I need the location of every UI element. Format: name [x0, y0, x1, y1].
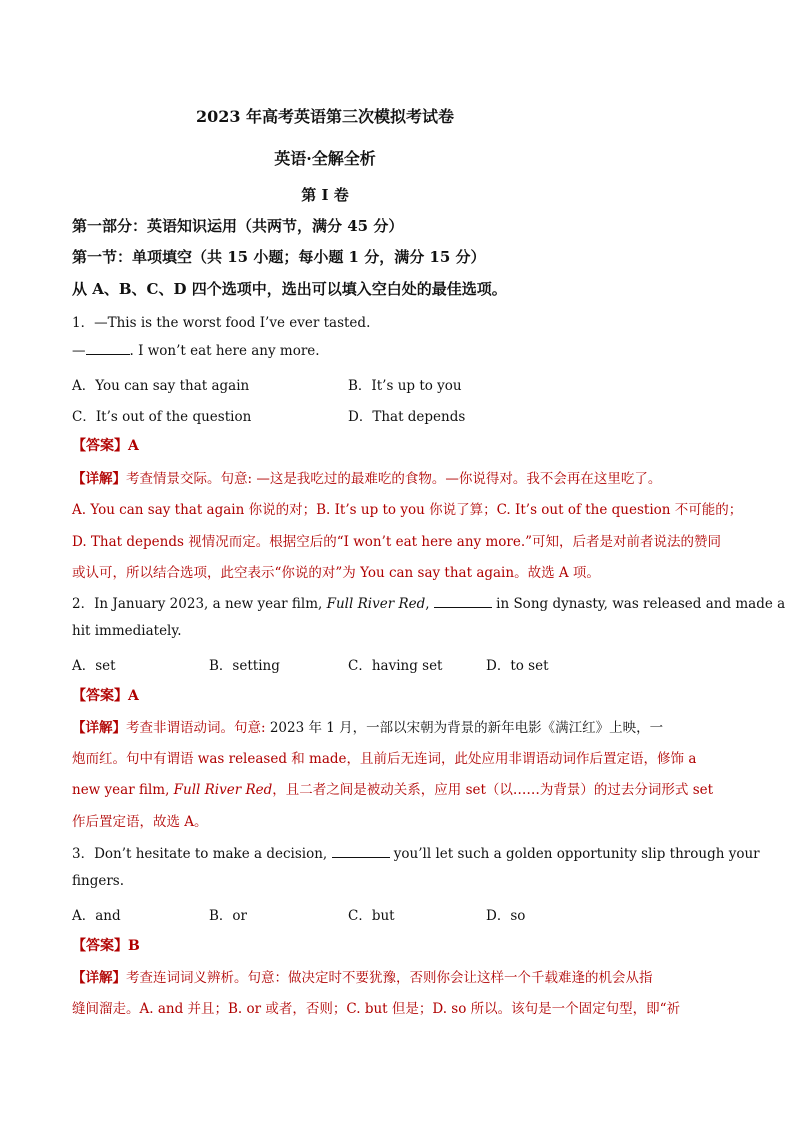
q1-answer: 【答案】A [72, 438, 139, 454]
q2-explanation-line2: 炮而红。句中有谓语 was released 和 made，且前后无连词，此处应用非谓语动词作后置定语，修饰 a [72, 751, 697, 767]
q2-explanation-film: Full River Red [173, 782, 273, 798]
q3-option-b: B．or [209, 908, 248, 924]
q2-film-title: Full River Red [326, 596, 426, 612]
q1-stem-line2 [72, 342, 320, 359]
q3-blank [332, 845, 390, 858]
q1-option-b: B．It’s up to you [348, 378, 462, 394]
q2-explanation-text3b: ，且二者之间是被动关系，应用 set（以……为背景）的过去分词形式 set [272, 782, 714, 798]
q2-option-a: A．set [72, 658, 116, 674]
q2-explanation-line3 [72, 778, 713, 798]
q1-dash: — [72, 343, 86, 359]
q2-explanation-text1b: 2023 年 1 月，一部以宋朝为背景的新年电影《满江红》上映，一 [269, 720, 664, 736]
q3-explanation-tag: 【详解】 [72, 970, 126, 986]
q2-option-c: C．having set [348, 658, 443, 674]
q3-stem-line1 [72, 842, 760, 862]
q3-option-c: C．but [348, 908, 395, 924]
q1-explanation-line4: 或认可，所以结合选项，此空表示“你说的对”为 You can say that again。故选 A 项。 [72, 565, 600, 581]
q1-explanation-line1 [72, 467, 661, 487]
q1-option-c: C．It’s out of the question [72, 409, 252, 425]
q2-explanation-text3a: new year film, [72, 782, 174, 798]
q2-option-d: D．to set [486, 658, 549, 674]
q2-comma: , [425, 596, 434, 612]
q1-stem-rest: . I won’t eat here any more. [129, 343, 320, 359]
q2-option-b: B．setting [209, 658, 280, 674]
q3-explanation-text1: 考查连词词义辨析。句意：做决定时不要犹豫，否则你会让这样一个千载难逢的机会从指 [126, 970, 653, 986]
volume-heading: 第 I 卷 [301, 186, 349, 204]
q2-stem-post: in Song dynasty, was released and made a [491, 596, 786, 612]
q3-option-a: A．and [72, 908, 121, 924]
q2-explanation-text1a: 考查非谓语动词。句意: [126, 720, 270, 736]
q2-explanation-line1 [72, 716, 663, 736]
exam-title: 2023 年高考英语第三次模拟考试卷 [195, 107, 455, 126]
q1-option-a: A．You can say that again [72, 378, 250, 394]
q1-option-d: D．That depends [348, 409, 466, 425]
instruction: 从 A、B、C、D 四个选项中，选出可以填入空白处的最佳选项。 [72, 280, 507, 298]
q1-explanation-text1: 考查情景交际。句意: —这是我吃过的最难吃的食物。—你说得对。我不会再在这里吃了。 [126, 471, 662, 487]
q1-stem-line1: 1．—This is the worst food I’ve ever tasted. [72, 315, 371, 331]
exam-subtitle: 英语·全解全析 [274, 149, 376, 168]
q2-stem-line1 [72, 592, 785, 612]
q3-stem-post: you’ll let such a golden opportunity slip through your [389, 846, 760, 862]
q2-answer: 【答案】A [72, 688, 139, 704]
q2-stem-line2: hit immediately. [72, 623, 182, 639]
q1-explanation-tag: 【详解】 [72, 471, 126, 487]
q2-blank [434, 595, 492, 608]
q3-option-d: D．so [486, 908, 526, 924]
q3-explanation-line1 [72, 966, 653, 986]
q3-answer: 【答案】B [72, 938, 140, 954]
q3-explanation-line2: 缝间溜走。A. and 并且；B. or 或者，否则；C. but 但是；D. so 所以。该句是一个固定句型，即“祈 [72, 1001, 681, 1017]
q2-explanation-line4: 作后置定语，故选 A。 [72, 814, 208, 830]
q2-stem-pre: 2．In January 2023, a new year film, [72, 596, 327, 612]
q3-stem-pre: 3．Don’t hesitate to make a decision, [72, 846, 332, 862]
q3-stem-line2: fingers. [72, 873, 125, 889]
section-heading: 第一节：单项填空（共 15 小题；每小题 1 分，满分 15 分） [72, 248, 486, 266]
q2-explanation-tag: 【详解】 [72, 720, 126, 736]
part-heading: 第一部分：英语知识运用（共两节，满分 45 分） [72, 217, 404, 235]
q1-blank [86, 342, 130, 355]
q1-explanation-line2: A. You can say that again 你说的对；B. It’s up to you 你说了算；C. It’s out of the question 不可能的； [72, 502, 743, 518]
q1-explanation-line3: D. That depends 视情况而定。根据空后的“I won’t eat here any more.”可知，后者是对前者说法的赞同 [72, 534, 722, 550]
